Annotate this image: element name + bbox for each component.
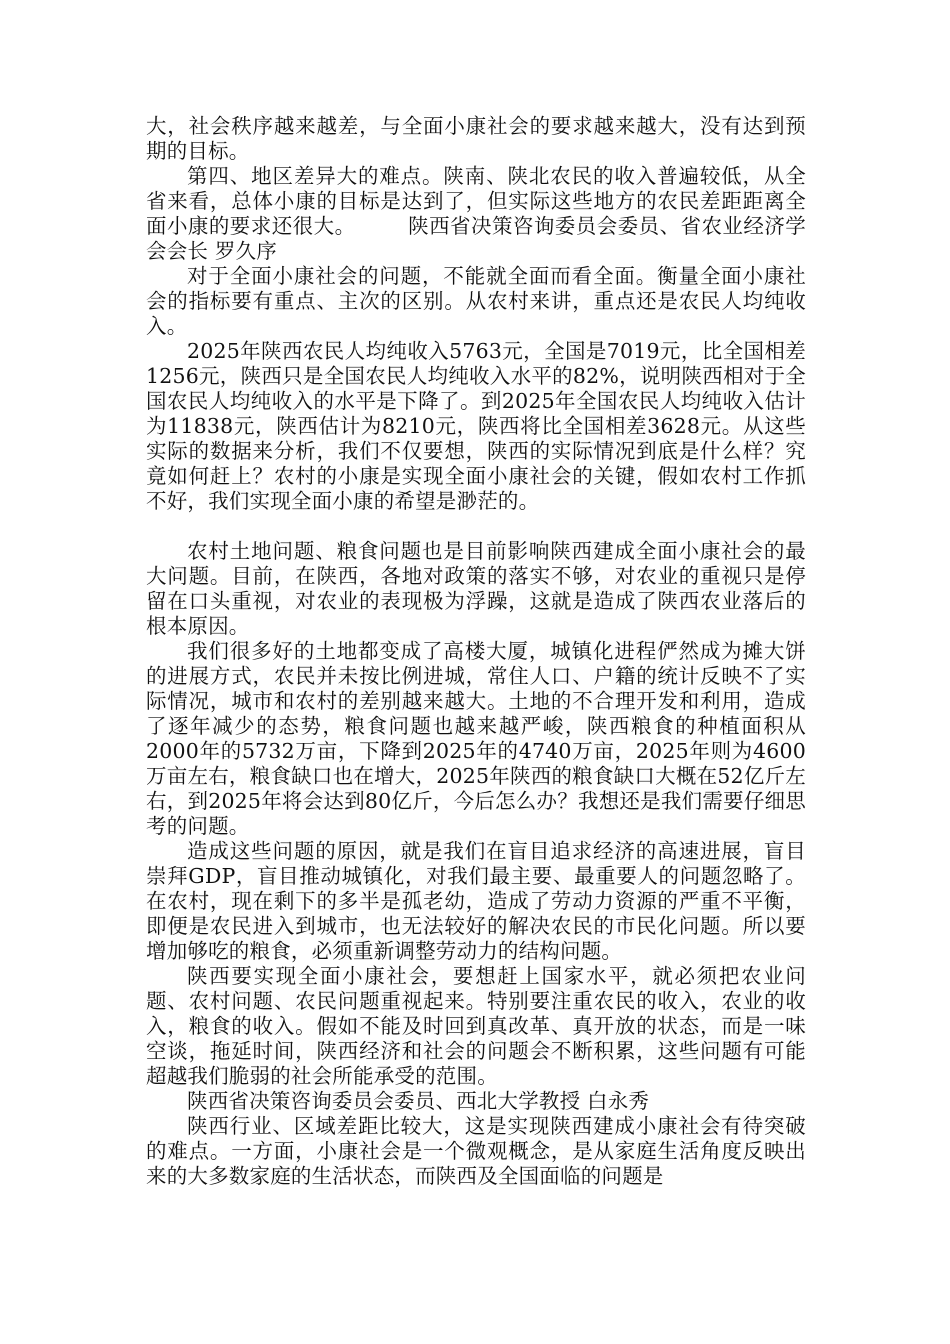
paragraph: 陕西行业、区域差距比较大，这是实现陕西建成小康社会有待突破的难点。一方面，小康社会是一个微观概念，是从家庭生活角度反映出来的大多数家庭的生活状态，而陕西及全国面临的问题是 xyxy=(146,1114,806,1188)
paragraph: 陕西要实现全面小康社会，要想赶上国家水平，就必须把农业问题、农村问题、农民问题重视起来。特别要注重农民的收入，农业的收入，粮食的收入。假如不能及时回到真改革、真开放的状态，而是一味空谈，拖延时间，陕西经济和社会的问题会不断积累，这些问题有可能超越我们脆弱的社会所能承受的范围。 xyxy=(146,964,806,1088)
paragraph-spacer xyxy=(146,514,806,539)
paragraph: 大，社会秩序越来越差，与全面小康社会的要求越来越大，没有达到预期的目标。 xyxy=(146,114,806,163)
paragraph: 第四、地区差异大的难点。陕南、陕北农民的收入普遍较低，从全省来看，总体小康的目标是达到了，但实际这些地方的农民差距距离全面小康的要求还很大。 陕西省决策咨询委员会委员、省农业经济学会会长 罗久序 xyxy=(146,164,806,263)
author-attribution: 陕西省决策咨询委员会委员、西北大学教授 白永秀 xyxy=(187,1089,650,1113)
paragraph: 对于全面小康社会的问题，不能就全面而看全面。衡量全面小康社会的指标要有重点、主次的区别。从农村来讲，重点还是农民人均纯收入。 xyxy=(146,264,806,338)
paragraph: 2025年陕西农民人均纯收入5763元，全国是7019元，比全国相差1256元，陕西只是全国农民人均纯收入水平的82%，说明陕西相对于全国农民人均纯收入的水平是下降了。到2025年全国农民人均纯收入估计为11838元，陕西估计为8210元，陕西将比全国相差3628元。从这些实际的数据来分析，我们不仅要想，陕西的实际情况到底是什么样？究竟如何赶上？农村的小康是实现全面小康社会的关键，假如农村工作抓不好，我们实现全面小康的希望是渺茫的。 xyxy=(146,339,806,513)
paragraph: 造成这些问题的原因，就是我们在盲目追求经济的高速进展，盲目崇拜GDP，盲目推动城镇化，对我们最主要、最重要人的问题忽略了。在农村，现在剩下的多半是孤老幼，造成了劳动力资源的严重不平衡，即便是农民进入到城市，也无法较好的解决农民的市民化问题。所以要增加够吃的粮食，必须重新调整劳动力的结构问题。 xyxy=(146,839,806,963)
paragraph: 农村土地问题、粮食问题也是目前影响陕西建成全面小康社会的最大问题。目前，在陕西，各地对政策的落实不够，对农业的重视只是停留在口头重视，对农业的表现极为浮躁，这就是造成了陕西农业落后的根本原因。 xyxy=(146,539,806,638)
document-body xyxy=(146,114,806,1189)
paragraph: 我们很多好的土地都变成了高楼大厦，城镇化进程俨然成为摊大饼的进展方式，农民并未按比例进城，常住人口、户籍的统计反映不了实际情况，城市和农村的差别越来越大。土地的不合理开发和利用，造成了逐年减少的态势，粮食问题也越来越严峻，陕西粮食的种植面积从2000年的5732万亩，下降到2025年的4740万亩，2025年则为4600万亩左右，粮食缺口也在增大，2025年陕西的粮食缺口大概在52亿斤左右，到2025年将会达到80亿斤，今后怎么办？我想还是我们需要仔细思考的问题。 xyxy=(146,639,806,838)
